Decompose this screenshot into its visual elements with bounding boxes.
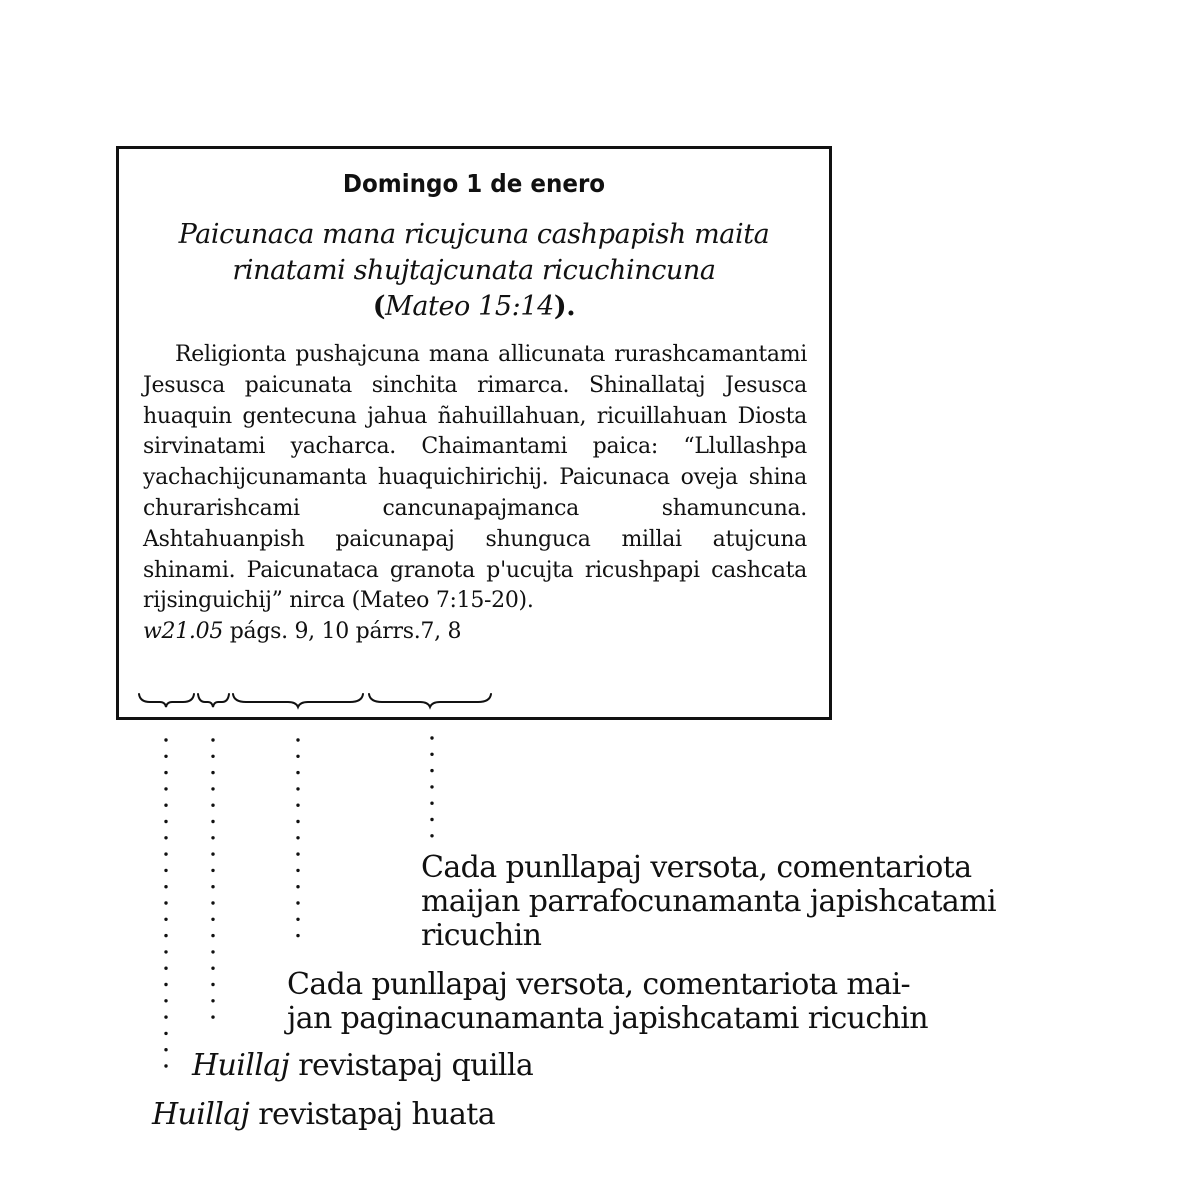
legend-month-text: revistapaj quilla (289, 1048, 534, 1083)
legend-pages-line1: Cada punllapaj versota, comentariota mai- (287, 967, 911, 1002)
leader-dot (430, 769, 433, 772)
leader-dot (296, 869, 299, 872)
leader-dot (296, 852, 299, 855)
leader-pages (296, 738, 299, 937)
leader-dot (211, 869, 214, 872)
leader-dot (296, 918, 299, 921)
legend-paragraphs-line1: Cada punllapaj versota, comentariota (421, 850, 972, 885)
leader-dot (164, 1048, 167, 1051)
legend-month (192, 1049, 533, 1083)
leader-dot (164, 1032, 167, 1035)
leader-dot (211, 967, 214, 970)
leader-dot (211, 999, 214, 1002)
leader-dot (164, 852, 167, 855)
leader-dot (296, 755, 299, 758)
citation-paragraphs: párrs.7, 8 (355, 619, 462, 645)
citation-publication: w21.05 (143, 619, 224, 645)
leader-dot (211, 918, 214, 921)
leader-dot (211, 738, 214, 741)
theme-line-1: Paicunaca mana ricujcuna cashpapish maita (178, 219, 770, 250)
leader-dot (430, 818, 433, 821)
theme-line-2: rinatami shujtajcunata ricuchincuna (232, 255, 716, 286)
leader-dot (211, 755, 214, 758)
leader-dot (164, 934, 167, 937)
leader-dot (430, 753, 433, 756)
theme-ref-close: ). (553, 291, 576, 322)
legend-paragraphs-line2: maijan parrafocunamanta japishcatami (421, 884, 997, 919)
date-heading: Domingo 1 de enero (342, 169, 606, 198)
legend-pages-line2: jan paginacunamanta japishcatami ricuchin (287, 1001, 929, 1036)
leader-dot (164, 1015, 167, 1018)
leader-year (164, 738, 167, 1067)
theme-ref-open: ( (372, 291, 386, 322)
leader-dot (211, 950, 214, 953)
citation-pages: págs. 9, 10 (229, 619, 349, 645)
leader-dot (211, 885, 214, 888)
leader-dot (164, 820, 167, 823)
leader-dot (296, 885, 299, 888)
theme-reference: Mateo 15:14 (385, 291, 554, 322)
leader-dot (296, 901, 299, 904)
leader-paragraphs (430, 736, 433, 837)
leader-dot (430, 785, 433, 788)
legend-paragraphs-line3: ricuchin (421, 918, 542, 953)
leader-dot (211, 804, 214, 807)
leader-dot (430, 802, 433, 805)
comment-text: Religionta pushajcuna mana allicunata rurashcamantami Jesusca paicunata sinchita rimarca. Shinallataj Jesusca huaquin gentecuna jahua ñahuillahuan, ricuillahuan Diosta sirvinatami yacharca. Chaimantami paica: “Llullashpa yachachijcunamanta huaquichirichij. Paicunaca oveja shina churarishcami cancunapajmanca shamuncuna. Ashtahuanpish paicunapaj shunguca millai atujcuna shinami. Paicunataca granota p'ucujta ricushpapi cashcata rijsinguichij” nirca (Mateo 7:15-20). (143, 342, 807, 614)
leader-dot (211, 983, 214, 986)
legend-year-italic: Huillaj (152, 1097, 250, 1132)
leader-dot (211, 820, 214, 823)
leader-dot (211, 852, 214, 855)
leader-dot (211, 901, 214, 904)
leader-dot (296, 804, 299, 807)
legend-year (152, 1098, 495, 1132)
leader-dot (164, 836, 167, 839)
leader-dot (164, 787, 167, 790)
leader-dot (430, 834, 433, 837)
leader-dot (211, 934, 214, 937)
leader-dot (296, 934, 299, 937)
leader-dot (296, 738, 299, 741)
leader-month (211, 738, 214, 1019)
leader-dot (164, 901, 167, 904)
legend-paragraphs (421, 851, 996, 953)
leader-dot (211, 836, 214, 839)
leader-dot (296, 836, 299, 839)
brace-pages (233, 694, 363, 707)
leader-dot (164, 738, 167, 741)
leader-dot (164, 1064, 167, 1067)
legend-year-text: revistapaj huata (249, 1097, 495, 1132)
leader-dot (296, 820, 299, 823)
leader-dot (211, 771, 214, 774)
legend-pages (287, 968, 928, 1036)
legend-month-italic: Huillaj (192, 1048, 290, 1083)
leader-dot (164, 804, 167, 807)
leader-dot (164, 950, 167, 953)
leader-dot (211, 1015, 214, 1018)
leader-dot (430, 736, 433, 739)
leader-dot (164, 869, 167, 872)
leader-dot (211, 787, 214, 790)
brace-month (198, 694, 229, 707)
leader-dot (164, 918, 167, 921)
leader-dot (164, 771, 167, 774)
brace-year (139, 694, 194, 707)
leader-dot (164, 999, 167, 1002)
brace-paragraphs (369, 694, 491, 707)
leader-dot (164, 755, 167, 758)
leader-dot (164, 983, 167, 986)
leader-dot (296, 787, 299, 790)
leader-dot (164, 967, 167, 970)
leader-dot (164, 885, 167, 888)
leader-dot (296, 771, 299, 774)
